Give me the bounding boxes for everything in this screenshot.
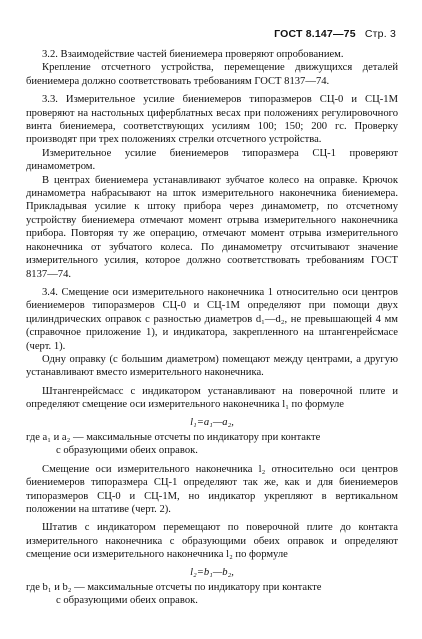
page-number: Стр. 3 <box>364 28 396 40</box>
paragraph-stand: Штатив с индикатором перемещают по поверочной плите до контакта измерительного наконечника с образующими обеих оправок и определяют смещение оси измерительного наконечника l₂ по формуле <box>26 522 398 561</box>
paragraph-offset-l2: Смещение оси измерительного наконечника l₂ относительно оси центров биениемеров типоразмера СЦ-1 определяют так же, как и для биениемеров типоразмеров СЦ-0 и СЦ-1М, но индикатор укрепляют в вертикальном положении на штативе (черт. 2). <box>26 463 398 515</box>
paragraph-3-3: 3.3. Измерительное усилие биениемеров типоразмеров СЦ-0 и СЦ-1М проверяют на настольных циферблатных весах при положениях регулировочного винта биениемера, соответствующих усилиям 100; 150; 200 гс. Проверку производят при трех положениях стрелки отсчетного устройства. <box>26 94 398 146</box>
formula-l2: l₂=b₁—b₂, <box>190 566 234 578</box>
formula-l1-where: где a₁ и a₂ — максимальные отсчеты по индикатору при контакте <box>26 431 321 443</box>
paragraph-3-2: 3.2. Взаимодействие частей биениемера проверяют опробованием. <box>42 49 344 60</box>
paragraph-fastening: Крепление отсчетного устройства, перемещение движущихся деталей биениемера должно соответствовать требованиям ГОСТ 8137—74. <box>26 62 398 87</box>
paragraph-dynamometer: Измерительное усилие биениемеров типоразмера СЦ-1 проверяют динамометром. <box>26 147 398 173</box>
page-header <box>270 28 396 40</box>
paragraph-centers: В центрах биениемера устанавливают зубчатое колесо на оправке. Крючок динамометра набрасывают на шток измерительного наконечника биениемера. Прикладывая усилие к штоку прибора через динамометр, по отсчетному устройству биениемера отмечают момент отрыва измерительного наконечника прибора. Повторяя ту же операцию, отмечают момент отрыва измерительного наконечника от зубчатого колеса. По динамометру отсчитывают значение измерительного усилия, которое должно соответствовать требованиям ГОСТ 8137—74. <box>26 174 398 280</box>
document-body <box>26 48 398 608</box>
formula-l2-where: где b₁ и b₂ — максимальные отсчеты по индикатору при контакте <box>26 582 322 594</box>
formula-l2-where-cont: с образующими обеих оправок. <box>56 595 198 607</box>
paragraph-3-4: 3.4. Смещение оси измерительного наконечника 1 относительно оси центров биениемеров типоразмеров СЦ-0 и СЦ-1М определяют при помощи двух цилиндрических оправок с разностью диаметров d₁—d₂, не превышающей 4 мм (справочное приложение 1), и индикатора, закрепленного на штангенрейсмасе (черт. 1). <box>26 286 398 352</box>
formula-l1-where-cont: с образующими обеих оправок. <box>56 445 198 457</box>
paragraph-height-gauge: Штангенрейсмасс с индикатором устанавливают на поверочной плите и определяют смещение оси измерительного наконечника l₁ по формуле <box>26 385 398 411</box>
paragraph-mandrel: Одну оправку (с большим диаметром) помещают между центрами, а другую устанавливают вместо измерительного наконечника. <box>26 353 398 379</box>
gost-number: ГОСТ 8.147—75 <box>274 28 356 40</box>
formula-l1: l₁=a₁—a₂, <box>190 416 234 428</box>
